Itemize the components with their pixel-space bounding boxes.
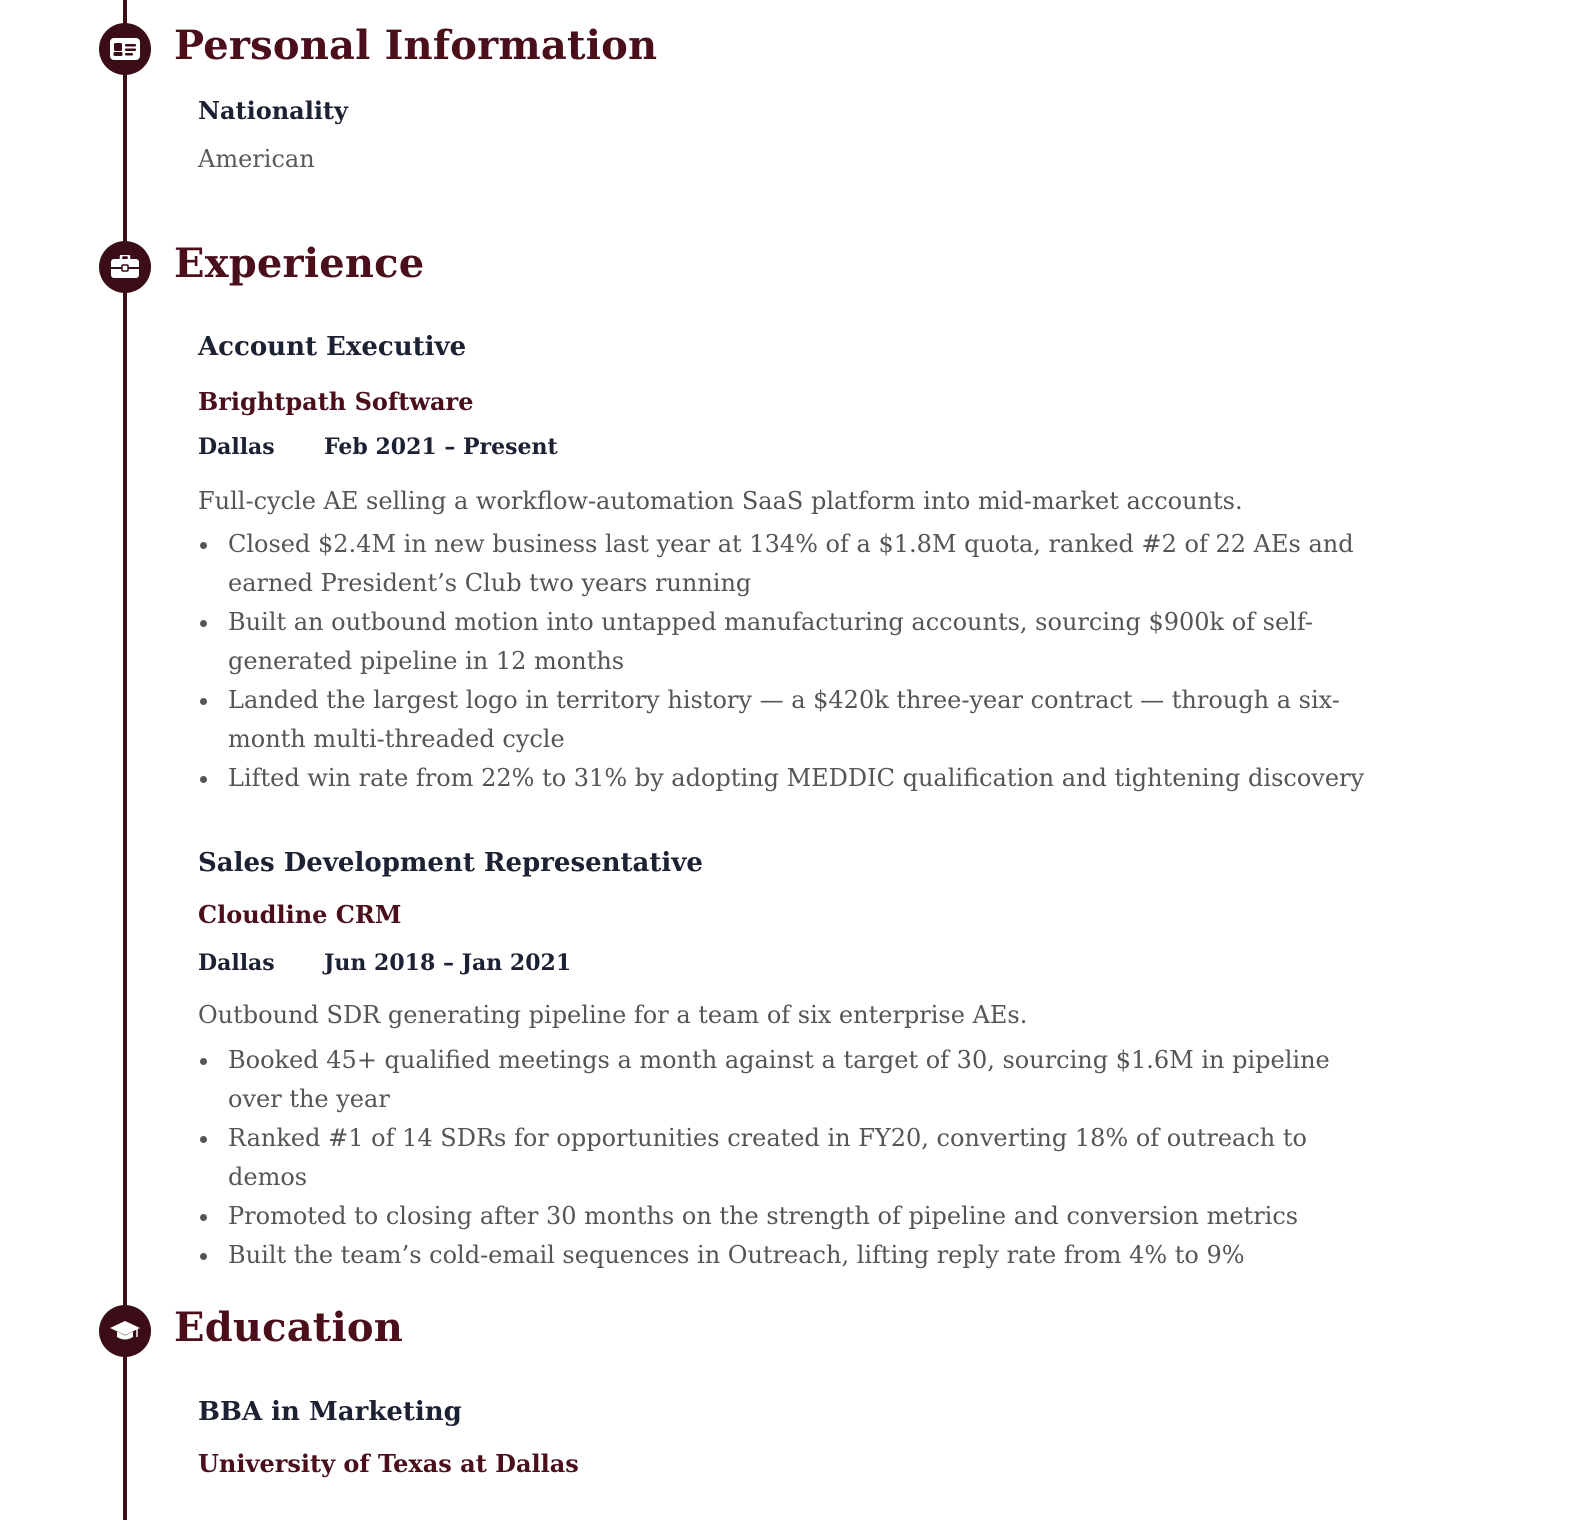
- id-card-icon: [99, 23, 151, 75]
- job-summary: Outbound SDR generating pipeline for a team of six enterprise AEs.: [198, 1001, 1028, 1029]
- section-title-personal: Personal Information: [174, 22, 658, 69]
- job-title: Account Executive: [198, 332, 467, 362]
- graduation-cap-icon: [99, 1305, 151, 1357]
- job-dates: Jun 2018 – Jan 2021: [324, 950, 572, 976]
- field-value-nationality: American: [198, 145, 315, 173]
- job-bullet: Promoted to closing after 30 months on the strength of pipeline and conversion metrics: [198, 1197, 1378, 1236]
- job-company: Brightpath Software: [198, 387, 474, 416]
- job-bullet: Built the team’s cold-email sequences in Outreach, lifting reply rate from 4% to 9%: [198, 1236, 1378, 1275]
- field-label-nationality: Nationality: [198, 96, 348, 125]
- job-summary: Full-cycle AE selling a workflow-automation SaaS platform into mid-market accounts.: [198, 487, 1243, 515]
- job-bullet: Closed $2.4M in new business last year at 134% of a $1.8M quota, ranked #2 of 22 AEs and earned President’s Club two years running: [198, 525, 1378, 603]
- job-title: Sales Development Representative: [198, 848, 703, 878]
- job-bullet: Booked 45+ qualified meetings a month against a target of 30, sourcing $1.6M in pipeline over the year: [198, 1041, 1378, 1119]
- section-title-experience: Experience: [174, 240, 425, 287]
- briefcase-icon: [99, 241, 151, 293]
- timeline-line: [123, 0, 127, 1520]
- education-degree: BBA in Marketing: [198, 1397, 462, 1427]
- job-location: Dallas: [198, 434, 275, 460]
- job-bullet-list: [198, 525, 1378, 798]
- education-school: University of Texas at Dallas: [198, 1449, 579, 1478]
- job-dates: Feb 2021 – Present: [324, 434, 558, 460]
- job-bullet: Built an outbound motion into untapped manufacturing accounts, sourcing $900k of self-generated pipeline in 12 months: [198, 603, 1378, 681]
- section-title-education: Education: [174, 1304, 404, 1351]
- job-bullet-list: [198, 1041, 1378, 1275]
- job-company: Cloudline CRM: [198, 900, 402, 929]
- job-location: Dallas: [198, 950, 275, 976]
- job-bullet: Landed the largest logo in territory history — a $420k three-year contract — through a six-month multi-threaded cycle: [198, 681, 1378, 759]
- job-bullet: Ranked #1 of 14 SDRs for opportunities created in FY20, converting 18% of outreach to demos: [198, 1119, 1378, 1197]
- job-bullet: Lifted win rate from 22% to 31% by adopting MEDDIC qualification and tightening discovery: [198, 759, 1378, 798]
